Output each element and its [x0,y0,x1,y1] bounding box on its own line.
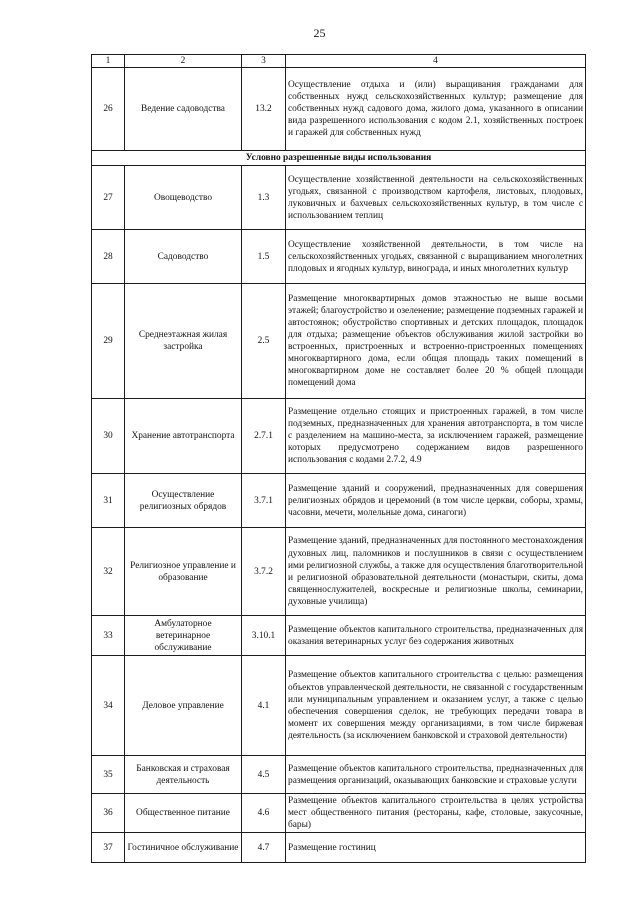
table-row [92,230,586,284]
row-number: 28 [92,230,125,284]
row-use-description: Осуществление хозяйственной деятельности, в том числе на сельскохозяйственных угодьях, связанной с выращиванием многолетних плодовых и ягодных культур, винограда, и иных многолетних культур [286,230,586,284]
table-row [92,756,586,794]
table-row [92,616,586,656]
land-use-table [91,54,586,863]
row-use-code: 2.5 [242,284,286,399]
table-row [92,284,586,399]
row-use-code: 1.3 [242,166,286,230]
row-use-code: 3.10.1 [242,616,286,656]
page-number: 25 [313,26,326,40]
section-header-row [92,151,586,166]
row-use-description: Осуществление отдыха и (или) выращивания гражданами для собственных нужд сельскохозяйственных культур; размещение для собственных нужд садового дома, жилого дома, указанного в описании вида разрешенного использования с кодом 2.1, хозяйственных построек и гаражей для собственных нужд [286,68,586,151]
row-use-code: 4.1 [242,656,286,756]
table-row [92,528,586,616]
row-use-description: Размещение объектов капитального строительства в целях устройства мест общественного питания (рестораны, кафе, столовые, закусочные, бары) [286,794,586,833]
row-use-code: 3.7.1 [242,474,286,528]
row-use-description: Осуществление хозяйственной деятельности на сельскохозяйственных угодьях, связанной с производством картофеля, листовых, плодовых, луковичных и бахчевых сельскохозяйственных культур, в том числе с использованием теплиц [286,166,586,230]
row-use-name: Гостиничное обслуживание [125,833,242,863]
row-number: 37 [92,833,125,863]
table-row [92,656,586,756]
row-use-name: Овощеводство [125,166,242,230]
row-use-code: 13.2 [242,68,286,151]
table-row [92,794,586,833]
row-use-code: 4.5 [242,756,286,794]
row-use-name: Ведение садоводства [125,68,242,151]
row-number: 32 [92,528,125,616]
row-use-description: Размещение зданий, предназначенных для постоянного местонахождения духовных лиц, паломников и послушников в связи с осуществлением ими религиозной службы, а также для осуществления благотворительной и религиозной образовательной деятельности (монастыри, скиты, дома священнослужителей, воскресные и религиозные школы, семинарии, духовные училища) [286,528,586,616]
column-header-code: 3 [242,55,286,68]
row-use-name: Деловое управление [125,656,242,756]
table-row [92,166,586,230]
row-use-code: 3.7.2 [242,528,286,616]
column-header-name: 2 [125,55,242,68]
row-use-description: Размещение гостиниц [286,833,586,863]
section-title: Условно разрешенные виды использования [92,151,586,166]
row-number: 30 [92,399,125,474]
row-use-name: Общественное питание [125,794,242,833]
row-number: 31 [92,474,125,528]
table-row [92,68,586,151]
row-use-name: Среднеэтажная жилая застройка [125,284,242,399]
row-number: 29 [92,284,125,399]
row-number: 34 [92,656,125,756]
table-row [92,399,586,474]
row-use-code: 4.6 [242,794,286,833]
row-number: 35 [92,756,125,794]
row-use-description: Размещение объектов капитального строительства с целью: размещения объектов управленческой деятельности, не связанной с государственным или муниципальным управлением и оказанием услуг, а также с целью обеспечения совершения сделок, не требующих передачи товара в момент их совершения между организациями, в том числе биржевая деятельность (за исключением банковской и страховой деятельности) [286,656,586,756]
row-use-name: Садоводство [125,230,242,284]
row-number: 26 [92,68,125,151]
row-use-description: Размещение многоквартирных домов этажностью не выше восьми этажей; благоустройство и озеленение; размещение подземных гаражей и автостоянок; обустройство спортивных и детских площадок, площадок для отдыха; размещение объектов обслуживания жилой застройки во встроенных, пристроенных и встроенно-пристроенных помещениях многоквартирного дома, если общая площадь таких помещений в многоквартирном доме не составляет более 20 % общей площади помещений дома [286,284,586,399]
row-use-name: Религиозное управление и образование [125,528,242,616]
row-use-code: 1.5 [242,230,286,284]
row-use-description: Размещение зданий и сооружений, предназначенных для совершения религиозных обрядов и церемоний (в том числе церкви, соборы, храмы, часовни, мечети, молельные дома, синагоги) [286,474,586,528]
column-header-description: 4 [286,55,586,68]
row-use-description: Размещение отдельно стоящих и пристроенных гаражей, в том числе подземных, предназначенных для хранения автотранспорта, в том числе с разделением на машино-места, за исключением гаражей, размещение которых предусмотрено содержанием видов разрешенного использования с кодами 2.7.2, 4.9 [286,399,586,474]
row-use-name: Амбулаторное ветеринарное обслуживание [125,616,242,656]
row-number: 33 [92,616,125,656]
row-number: 27 [92,166,125,230]
row-use-code: 4.7 [242,833,286,863]
row-use-description: Размещение объектов капитального строительства, предназначенных для размещения организаций, оказывающих банковские и страховые услуги [286,756,586,794]
row-use-name: Хранение автотранспорта [125,399,242,474]
table-header-row [92,55,586,68]
table-row [92,474,586,528]
row-number: 36 [92,794,125,833]
row-use-description: Размещение объектов капитального строительства, предназначенных для оказания ветеринарных услуг без содержания животных [286,616,586,656]
row-use-name: Осуществление религиозных обрядов [125,474,242,528]
row-use-code: 2.7.1 [242,399,286,474]
table-row [92,833,586,863]
row-use-name: Банковская и страховая деятельность [125,756,242,794]
column-header-number: 1 [92,55,125,68]
